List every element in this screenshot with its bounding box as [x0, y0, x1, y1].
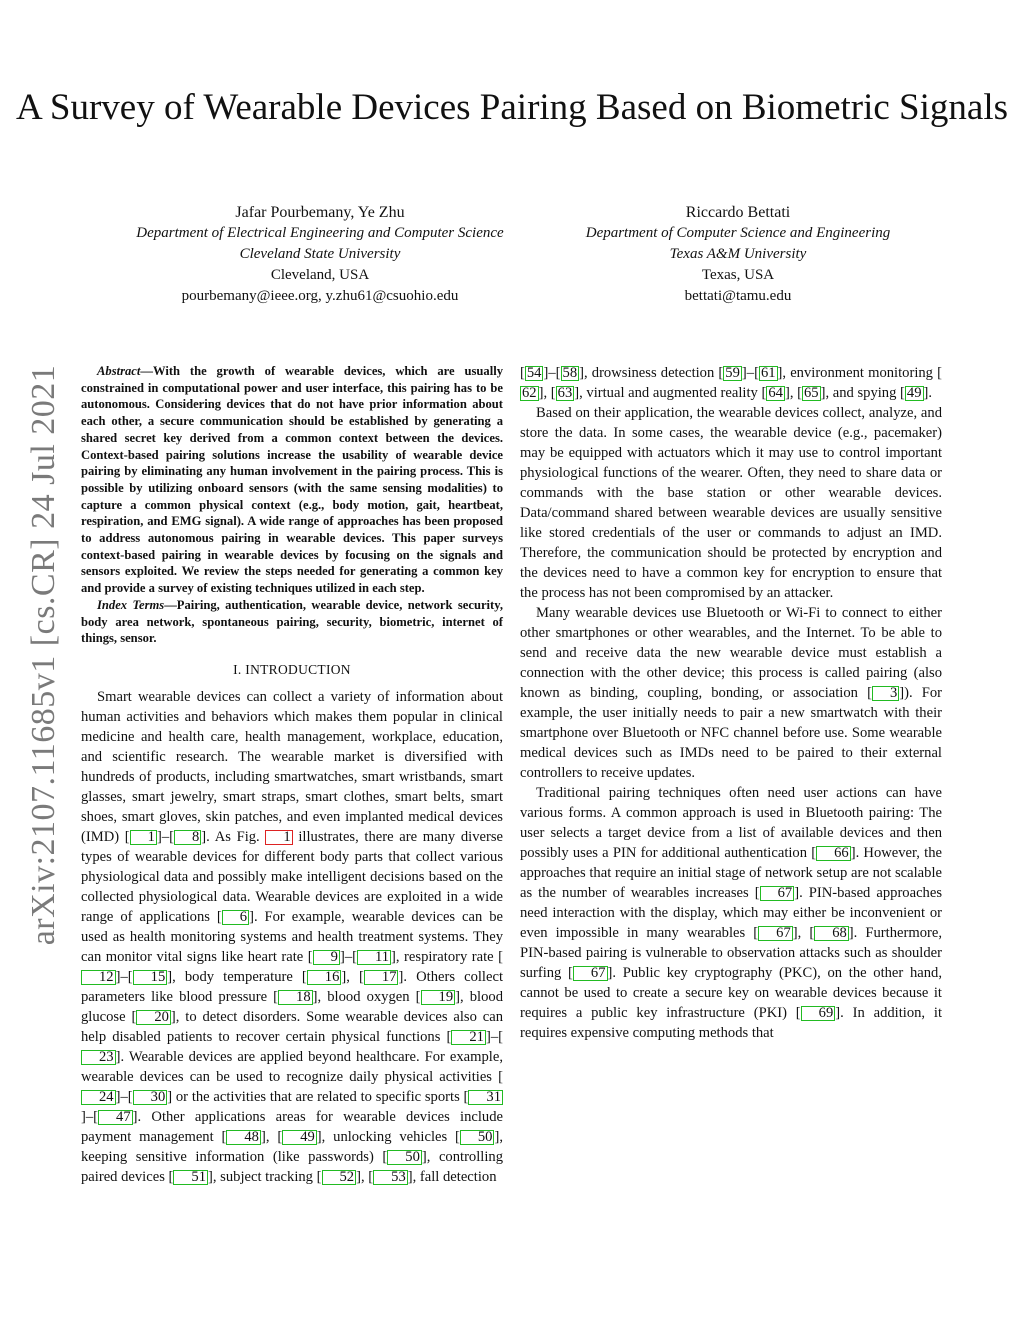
citation-link[interactable]: 8 — [174, 830, 201, 845]
abstract-label: Abstract — [97, 364, 141, 378]
text-run: , blood oxygen — [317, 988, 416, 1005]
text-run: , — [360, 1168, 369, 1185]
text-run: . Others collect parameters like blood pressure — [81, 968, 504, 1005]
right-column — [520, 363, 942, 1043]
citation-link[interactable]: 30 — [133, 1090, 168, 1105]
citation-link[interactable]: 63 — [557, 385, 573, 401]
author-email: pourbemany@ieee.org, y.zhu61@csuohio.edu — [181, 288, 459, 304]
citation-link[interactable]: 67 — [758, 926, 793, 941]
left-column — [81, 363, 503, 1187]
text-run: , fall detection — [412, 1168, 497, 1185]
text-run: , controlling paired devices — [81, 1148, 503, 1185]
text-run: , body temperature — [172, 968, 302, 985]
text-run: , — [789, 385, 798, 401]
text-run: – — [161, 828, 170, 845]
citation-link[interactable]: 51 — [173, 1170, 208, 1185]
citation-link[interactable]: 23 — [81, 1050, 116, 1065]
text-run: . Wearable devices are applied beyond healthcare. For example, wearable devices can be used to recognize daily physical activities — [81, 1048, 503, 1085]
text-run: . Other applications areas for wearable devices include payment management — [81, 1108, 503, 1145]
citation-link[interactable]: 47 — [98, 1110, 133, 1125]
citation-link[interactable]: 20 — [136, 1010, 171, 1025]
text-run: . Public key cryptography (PKC), on the other hand, cannot be used to create a secure key on wearable devices because it requires a public key infrastructure (PKI) — [520, 965, 942, 1021]
text-run: Smart wearable devices can collect a variety of information about human activities and behaviors which makes them popular in clinical medicine and health care, health management, workplace, education, and scientific research. The wearable market is diversified with hundreds of products, including smartwatches, smart wristbands, smart glasses, smart jewelry, smart straps, smart clothes, smart belts, smart shoes, smart gloves, skin patches, and even implanted medical devices (IMD) — [81, 688, 503, 845]
citation-link[interactable]: 65 — [803, 385, 819, 401]
text-run: Based on their application, the wearable devices collect, analyze, and store the data. In some cases, the wearable device (e.g., pacemaker) may be equipped with actuators which it may use to control important physiological functions of the wearer. Often, they need to share data or commands with the base station or other wearable devices. Data/command shared between wearable devices are usually sensitive like stored credentials of the user or commands to adjust an IMD. Therefore, the communication should be protected by encryption and the devices need to have a common key for encryption to ensure that the process has not been compromised by an attacker. — [520, 405, 942, 601]
text-run: , virtual and augmented reality — [579, 385, 762, 401]
text-run: . As Fig. — [206, 828, 266, 845]
text-run: , — [346, 968, 360, 985]
body-text-left — [81, 687, 503, 1187]
index-terms — [81, 597, 503, 647]
citation-link[interactable]: 66 — [816, 846, 851, 861]
citation-link[interactable]: 12 — [81, 970, 116, 985]
author-block-right — [508, 202, 968, 307]
citation-link[interactable]: 62 — [522, 385, 537, 401]
author-university: Cleveland State University — [239, 246, 401, 262]
citation-link[interactable]: 58 — [562, 365, 578, 381]
text-run: – — [746, 365, 755, 381]
citation-link[interactable]: 59 — [725, 365, 740, 381]
text-run: – — [548, 365, 556, 381]
citation-link[interactable]: 1 — [130, 830, 157, 845]
citation-link[interactable]: 24 — [81, 1090, 116, 1105]
citation-link[interactable]: 69 — [801, 1006, 836, 1021]
text-run: , to detect disorders. Some wearable devices also can help disabled patients to recover certain physical functions — [81, 1008, 503, 1045]
citation-link[interactable]: 16 — [307, 970, 342, 985]
abstract-text: —With the growth of wearable devices, which are usually constrained in computational power and user interface, this pairing has to be autonomous. Considering devices that do not have prior information about each other, a secure communication should be established by generating a shared secret key derived from a common context between the devices. Context-based pairing solutions increase the usability of wearable device pairing by eliminating any human involvement in the pairing process. This is possible by utilizing onboard sensors (with the same sensing modalities) to capture a common physical context (e.g., body motion, gait, heartbeat, respiration, and EMG signal). A wide range of approaches has been proposed to address autonomous pairing in wearable devices. This paper surveys context-based pairing in wearable devices by focusing on the signals and sensors exploited. We review the steps needed for generating a common key and provide a survey of existing techniques utilized in each step. — [81, 364, 503, 596]
text-run: . — [928, 385, 933, 401]
author-block-left — [90, 202, 550, 307]
figure-link[interactable]: 1 — [265, 830, 292, 845]
text-run: – — [490, 1028, 499, 1045]
text-run: , and spying — [825, 385, 901, 401]
citation-link[interactable]: 64 — [768, 385, 783, 401]
citation-link[interactable]: 50 — [460, 1130, 495, 1145]
text-run: – — [120, 1088, 128, 1105]
text-run: , drowsiness detection — [583, 365, 719, 381]
paper-title — [0, 86, 1024, 130]
citation-link[interactable]: 49 — [906, 385, 922, 401]
text-run: – — [344, 948, 353, 965]
citation-link[interactable]: 53 — [373, 1170, 408, 1185]
text-run: , blood glucose — [81, 988, 503, 1025]
citation-link[interactable]: 15 — [133, 970, 168, 985]
body-text-right — [520, 363, 942, 1043]
citation-link[interactable]: 67 — [760, 886, 795, 901]
citation-link[interactable]: 61 — [760, 365, 776, 381]
text-run: . Furthermore, PIN-based pairing is vulnerable to observation attacks such as shoulder surfing — [520, 925, 942, 981]
text-run: – — [120, 968, 128, 985]
text-run: Traditional pairing techniques often need user actions can have various forms. A common approach is used in Bluetooth pairing: The user selects a target device from a list of available devices and then possibly uses a PIN for additional authentication — [520, 785, 942, 861]
citation-link[interactable]: 21 — [451, 1030, 486, 1045]
body-paragraph: Smart wearable devices can collect a variety of information about human activities and behaviors which makes them popular in clinical medicine and health care, health management, workplace, education, and scientific research. The wearable market is diversified with hundreds of products, including smartwatches, smart wristbands, smart glasses, smart jewelry, smart straps, smart clothes, smart belts, smart shoes, smart gloves, skin patches, and even implanted medical devices (IMD) [ 1 ]–[ 8 ]. As Fig. 1 illustrates, there are many diverse types of wearable devices for different body parts that collect various physiological data and possibly make intelligent decisions based on the collected physiological data. Wearable devices are exploited in a wide range of applications [ 6 ]. For example, wearable devices can be used as health monitoring systems and health treatment systems. They can monitor vital signs like heart rate [ 9 ]–[ 11 ], respiratory rate [12 ]–[ 15 ], body temperature [ 16 ], [ 17 ]. Others collect parameters like blood pressure [ 18 ], blood oxygen [ 19 ], blood glucose [ 20 ], to detect disorders. Some wearable devices also can help disabled patients to recover certain physical functions [ 21 ]–[23 ]. Wearable devices are applied beyond healthcare. For example, wearable devices can be used to recognize daily physical activities [24 ]–[ 30 ] or the activities that are related to specific sports [ 31]–[ 47 ]. Other applications areas for wearable devices include payment management [ 48 ], [ 49 ], unlocking vehicles [ 50 ], keeping sensitive information (like passwords) [ 50 ], controlling paired devices [ 51 ], subject tracking [ 52 ], [ 53 ], fall detection — [81, 688, 504, 1185]
citation-link[interactable]: 50 — [387, 1150, 422, 1165]
text-run: or the activities that are related to specific sports — [172, 1088, 464, 1105]
body-paragraph: Many wearable devices use Bluetooth or Wi-Fi to connect to either other smartphones or other wearables, and the Internet. To be able to send and receive data the new wearable device must establish a connection with the other device; this process is called pairing (also known as binding, coupling, bonding, or association [ 3 ]). For example, the user initially needs to pair a new smartwatch with their smartphone over Bluetooth or NFC channel before use. Some wearable medical devices such as IMDs need to be paired to their external controllers to receive updates. — [520, 605, 942, 781]
arxiv-identifier: arXiv:2107.11685v1 [cs.CR] 24 Jul 2021 — [25, 364, 62, 946]
paper-title-text: A Survey of Wearable Devices Pairing Based on Biometric Signals — [15, 87, 1009, 128]
text-run: . In addition, it requires expensive computing methods that — [520, 1005, 942, 1041]
text-run: , — [543, 385, 551, 401]
text-run: , environment monitoring — [782, 365, 938, 381]
text-run: , subject tracking — [212, 1168, 317, 1185]
citation-link[interactable]: 3 — [872, 686, 899, 701]
text-run: , — [265, 1128, 278, 1145]
citation-link[interactable]: 31 — [468, 1090, 503, 1105]
citation-link[interactable]: 6 — [222, 910, 249, 925]
text-run: . However, the approaches that require an initial stage of network setup are not scalable as the number of wearables increases — [520, 845, 942, 901]
citation-link[interactable]: 18 — [278, 990, 313, 1005]
body-paragraph — [520, 403, 942, 603]
abstract — [81, 363, 503, 597]
citation-link[interactable]: 49 — [282, 1130, 317, 1145]
citation-link[interactable]: 9 — [313, 950, 340, 965]
author-names: Jafar Pourbemany, Ye Zhu — [235, 204, 405, 221]
text-run: , respiratory rate — [395, 948, 499, 965]
index-terms-text: —Pairing, authentication, wearable device, network security, body area network, spontaneous pairing, security, biometric, internet of things, sensor. — [81, 597, 503, 646]
text-run: – — [85, 1108, 94, 1125]
citation-link[interactable]: 48 — [226, 1130, 261, 1145]
citation-link[interactable]: 19 — [421, 990, 456, 1005]
author-location: Texas, USA — [701, 267, 775, 283]
citation-link[interactable]: 67 — [573, 966, 608, 981]
citation-link[interactable]: 17 — [364, 970, 399, 985]
text-run: illustrates, there are many diverse types of wearable devices for different body parts that collect various physiological data and possibly make intelligent decisions based on the collected physiological data. Wearable devices are exploited in a wide range of applications — [81, 828, 504, 925]
citation-link[interactable]: 68 — [814, 926, 849, 941]
text-run: . For example, wearable devices can be used as health monitoring systems and health treatment systems. They can monitor vital signs like heart rate — [81, 908, 503, 965]
index-terms-label: Index Terms — [97, 597, 165, 612]
author-email: bettati@tamu.edu — [684, 288, 792, 304]
author-names: Riccardo Bettati — [685, 204, 791, 221]
citation-link[interactable]: 11 — [357, 950, 391, 965]
author-department: Department of Electrical Engineering and Computer Science — [136, 225, 504, 241]
author-department: Department of Computer Science and Engineering — [585, 225, 891, 241]
citation-link[interactable]: 54 — [526, 365, 542, 381]
text-run: . PIN-based approaches need interaction with the display, which may either be inconvenient or even impossible in many wearables — [520, 885, 943, 941]
citation-link[interactable]: 52 — [322, 1170, 357, 1185]
body-paragraph: [ 54 ]–[ 58 ], drowsiness detection [ 59 ]–[ 61 ], environment monitoring [62 ], [ 63 ], virtual and augmented reality [ 64 ], [ 65 ], and spying [ 49 ]. — [520, 365, 942, 401]
text-run: Many wearable devices use Bluetooth or Wi-Fi to connect to either other smartphones or other wearables, and the Internet. To be able to send and receive data the new wearable device must establish a connection with the other device; this process is called pairing (also known as binding, coupling, bonding, or association — [520, 605, 942, 701]
text-run: , keeping sensitive information (like passwords) — [81, 1128, 503, 1165]
section-heading-introduction: I. INTRODUCTION — [233, 661, 351, 677]
body-paragraph: Traditional pairing techniques often need user actions can have various forms. A common approach is used in Bluetooth pairing: The user selects a target device from a list of available devices and then possibly uses a PIN for additional authentication [ 66 ]. However, the approaches that require an initial stage of network setup are not scalable as the number of wearables increases [ 67 ]. PIN-based approaches need interaction with the display, which may either be inconvenient or even impossible in many wearables [ 67 ], [ 68 ]. Furthermore, PIN-based pairing is vulnerable to observation attacks such as shoulder surfing [ 67 ]. Public key cryptography (PKC), on the other hand, cannot be used to create a secure key on wearable devices because it requires a public key infrastructure (PKI) [ 69 ]. In addition, it requires expensive computing methods that — [520, 785, 943, 1041]
text-run: , — [797, 925, 810, 941]
author-university: Texas A&M University — [669, 246, 807, 262]
text-run: ). For example, the user initially needs to pair a new smartwatch with their smartphone over Bluetooth or NFC channel before use. Some wearable medical devices such as IMDs need to be paired to their external controllers to receive updates. — [520, 685, 942, 781]
text-run: , unlocking vehicles — [321, 1128, 455, 1145]
author-location: Cleveland, USA — [270, 267, 370, 283]
